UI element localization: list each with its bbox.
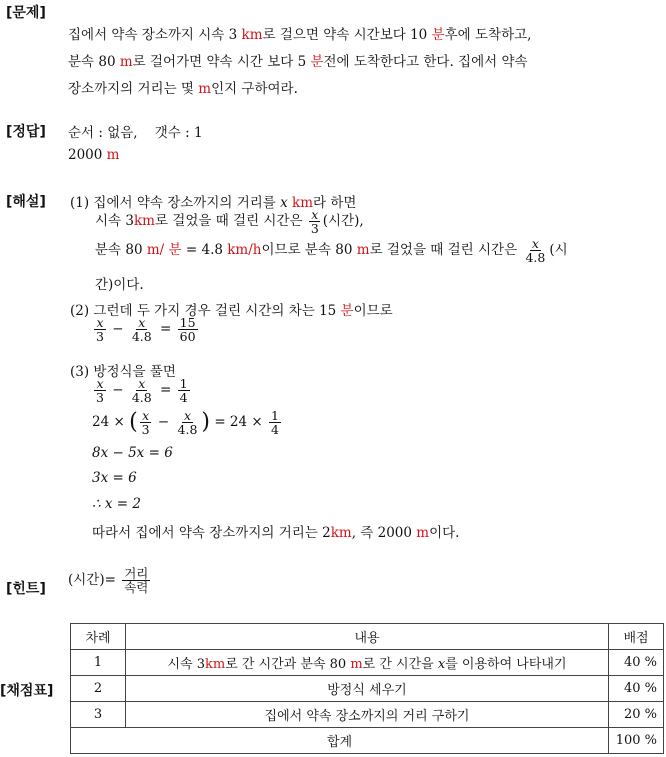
table-total-row: 합계 100 % <box>71 728 664 754</box>
solution-step-2: (2) 그런데 두 가지 경우 걸린 시간의 차는 15 분이므로 <box>70 303 393 319</box>
equation-5: 3x = 6 <box>92 470 137 486</box>
equation-6: ∴ x = 2 <box>92 496 141 512</box>
solution-step-1c: 분속 80 m/ 분 = 4.8 km/h이므로 분속 80 m로 걸었을 때 걸린 시간은 $\frac{x}{4.8}$ (시 <box>95 236 568 266</box>
fraction: $\frac{x}{3}$ <box>310 207 319 237</box>
scoring-label: [채점표] <box>0 683 54 699</box>
solution-step-1: (1) 집에서 약속 장소까지의 거리를 x km라 하면 <box>70 195 357 211</box>
header-score: 배점 <box>609 624 664 650</box>
problem-label: [문제] <box>6 5 46 21</box>
answer-meta: 순서 : 없음, 갯수 : 1 <box>68 125 203 141</box>
problem-line-3: 장소까지의 거리는 몇 m인지 구하여라. <box>68 81 298 97</box>
solution-step-3: (3) 방정식을 풀면 <box>70 364 176 380</box>
answer-value: 2000 m <box>68 147 120 163</box>
solution-label: [해설] <box>6 194 46 210</box>
equation-3: 24 × ( $\frac{x}{3}$ − $\frac{x}{4.8}$ ) = 24 × $\frac{1}{4}$ <box>92 408 279 438</box>
fraction: $\frac{x}{4.8}$ <box>525 236 546 266</box>
hint-label: [힌트] <box>6 581 46 597</box>
header-order: 차례 <box>71 624 126 650</box>
scoring-table <box>70 623 664 754</box>
table-row: 2 방정식 세우기 40 % <box>71 676 664 702</box>
problem-line-1: 집에서 약속 장소까지 시속 3 km로 걸으면 약속 시간보다 10 분후에 도착하고, <box>68 27 532 43</box>
solution-step-1d: 간)이다. <box>95 277 144 293</box>
hint-formula: (시간)= $\frac{\text{거리}}{\text{속력}}$ <box>68 566 149 596</box>
table-row: 3 집에서 약속 장소까지의 거리 구하기 20 % <box>71 702 664 728</box>
solution-step-1b: 시속 3km로 걸었을 때 걸린 시간은 $\frac{x}{3}$ (시간), <box>95 207 364 237</box>
equation-1: $\frac{x}{3}$ − $\frac{x}{4.8}$ = $\frac{15}{60}$ <box>96 315 196 345</box>
equation-4: 8x − 5x = 6 <box>92 445 173 461</box>
problem-line-2: 분속 80 m로 걸어가면 약속 시간 보다 5 분전에 도착한다고 한다. 집에서 약속 <box>68 54 528 70</box>
equation-2: $\frac{x}{3}$ − $\frac{x}{4.8}$ = $\frac{1}{4}$ <box>96 376 188 406</box>
table-header-row <box>71 624 664 650</box>
header-content: 내용 <box>126 624 609 650</box>
answer-label: [정답] <box>6 124 46 140</box>
table-row: 1 시속 3km로 간 시간과 분속 80 m로 간 시간을 x를 이용하여 나타내기 40 % <box>71 650 664 676</box>
solution-conclusion: 따라서 집에서 약속 장소까지의 거리는 2km, 즉 2000 m이다. <box>92 525 460 541</box>
